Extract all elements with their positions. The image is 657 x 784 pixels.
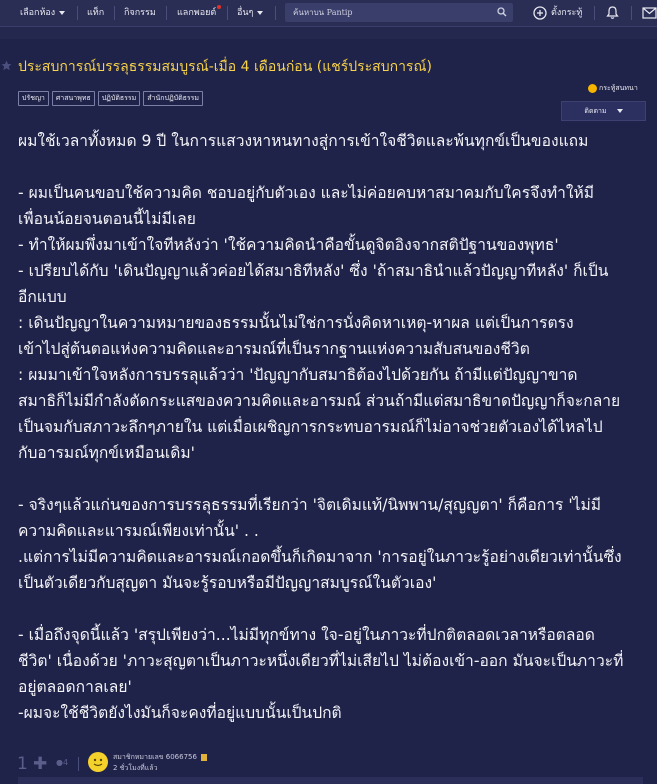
tag-buddhism[interactable]: ศาสนาพุทธ	[52, 91, 95, 106]
vote-count: 1	[17, 754, 28, 774]
body-line: กับอารมณ์ทุกข์เหมือนเดิม'	[18, 444, 195, 462]
follow-button[interactable]	[561, 101, 646, 121]
body-line: เป็นตัวเดียวกับสุญตา มันจะรู้รอบหรือมีปัญญาสมบูรณ์ในตัวเอง'	[18, 574, 437, 592]
divider	[631, 6, 632, 20]
nav-redeem-points-label: แลกพอยต์	[177, 8, 217, 18]
blank-line	[18, 154, 643, 180]
star-icon[interactable]	[1, 60, 12, 71]
body-line: .แต่การไม่มีความคิดและอารมณ์เกอดขึ้นก็เกิดมาจาก 'การอยู่ในภาวะรู้อย่างเดียวเท่านั้นซึ่ง	[18, 548, 622, 566]
create-topic-label: ตั้งกระทู้	[551, 8, 583, 18]
nav-select-room-label: เลือกห้อง	[20, 8, 56, 18]
bell-icon[interactable]	[606, 6, 619, 20]
divider	[77, 6, 78, 20]
plus-vote-button[interactable]: ✚	[33, 754, 48, 774]
body-line: : ผมมาเข้าใจหลังการบรรลุแล้วว่า 'ปัญญากับสมาธิต้องไปด้วยกัน ถ้ามีแต่ปัญญาขาด	[18, 366, 578, 384]
divider	[275, 6, 276, 20]
emotion-count-value: 4	[62, 758, 69, 767]
divider	[594, 6, 595, 20]
member-badge-icon	[201, 754, 207, 761]
top-nav-bar	[0, 0, 657, 27]
body-line: ชีวิต' เนื่องด้วย 'ภาวะสุญตาเป็นภาวะหนึ่งเดียวที่ไม่เสียไป ไม่ต้องเข้า-ออก มันจะเป็นภาวะที่	[18, 652, 624, 670]
nav-tags[interactable]	[87, 0, 104, 26]
emotion-count[interactable]: ●4	[56, 758, 69, 767]
body-line: : เดินปัญญาในความหมายของธรรมนั้นไม่ใช่การนั่งคิดหาเหตุ-หาผล แต่เป็นการตรง	[18, 314, 574, 332]
tag-dharma-practice[interactable]: ปฏิบัติธรรม	[98, 91, 141, 106]
body-line: -ผมจะใช้ชีวิตยังไงมันก็จะคงที่อยู่แบบนั้นเป็นปกติ	[18, 704, 342, 722]
divider	[166, 6, 167, 20]
blank-line	[18, 466, 643, 492]
body-line: อยู่ตลอดกาลเลย'	[18, 678, 132, 696]
username-text: สมาชิกหมายเลข 6066756	[113, 753, 197, 761]
notification-dot	[217, 5, 221, 9]
tag-list	[18, 85, 206, 100]
nav-redeem-points[interactable]	[177, 0, 216, 26]
body-line: ความคิดและแารมณ์เพียงเท่านั้น' . .	[18, 522, 259, 540]
body-line: - ผมเป็นคนขอบใช้ความคิด ชอบอยู่กับตัวเอง และไม่ค่อยคบหาสมาคมกับใครจึงทำให้มี	[18, 184, 595, 202]
topic-body	[18, 128, 643, 726]
nav-more-label: อื่นๆ	[237, 8, 254, 18]
search-input[interactable]	[293, 3, 493, 22]
create-topic-button[interactable]	[533, 0, 582, 26]
body-line: สมาธิก็ไม่มีกำลังตัดกระแสของความคิดและอารมณ์ ส่วนถ้ามีแต่สมาธิขาดปัญญาก็จะกลาย	[18, 392, 621, 410]
mail-icon[interactable]	[642, 7, 657, 19]
caret-down-icon	[617, 109, 623, 113]
username-link[interactable]	[113, 752, 207, 763]
body-line: อีกแบบ	[18, 288, 67, 306]
tag-philosophy[interactable]: ปรัชญา	[18, 91, 49, 106]
search-box	[285, 3, 513, 22]
plus-circle-icon	[533, 6, 547, 20]
nav-select-room[interactable]	[20, 0, 65, 26]
body-line: เพื่อนน้อยจนตอนนี้ไม่มีเลย	[18, 210, 196, 228]
follow-button-label: ติดตาม	[584, 107, 607, 115]
chevron-down-icon	[59, 11, 65, 15]
divider	[78, 757, 79, 771]
avatar[interactable]	[88, 752, 108, 772]
topic-title: ประสบการณ์บรรลุธรรมสมบูรณ์-เมื่อ 4 เดือนก่อน (แชร์ประสบการณ์)	[18, 59, 432, 75]
header-stripe	[0, 27, 657, 39]
body-line: เข้าไปสู่ต้นตอแห่งความคิดและอารมณ์ที่เป็นรากฐานแห่งความสับสนของชีวิต	[18, 340, 530, 358]
tag-dharma-center[interactable]: สำนักปฏิบัติธรรม	[143, 91, 203, 106]
nav-activities[interactable]	[124, 0, 156, 26]
nav-more[interactable]	[237, 0, 263, 26]
search-icon[interactable]	[497, 7, 507, 17]
blank-line	[18, 596, 643, 622]
nav-tags-label: แท็ก	[87, 8, 105, 18]
chevron-down-icon	[257, 11, 263, 15]
next-comment-strip	[18, 777, 643, 784]
body-line: ผมใช้เวลาทั้งหมด 9 ปี ในการแสวงหาหนทางสู่การเข้าใจชีวิตและพ้นทุกข์เป็นของแถม	[18, 132, 589, 150]
body-line: เป็นจมกับสภาวะลึกๆภายใน แต่เมื่อเผชิญการกระทบอารมณ์ก็ไม่อาจช่วยตัวเองได้ไหลไป	[18, 418, 603, 436]
body-line: - ทำให้ผมพึ่งมาเข้าใจทีหลังว่า 'ใช้ความคิดนำคือขั้นดูจิตอิงจากสติปัฐานของพุทธ'	[18, 236, 559, 254]
body-line: - จริงๆแล้วแก่นของการบรรลุธรรมที่เรียกว่า 'จิตเดิมแท้/นิพพาน/สุญญตา' ก็คือการ 'ไม่มี	[18, 496, 602, 514]
topic-type-text: กระทู้สนทนา	[599, 84, 638, 92]
body-line: - เมื่อถึงจุดนี้แล้ว 'สรุปเพียงว่า...ไม่มีทุกข์ทาง ใจ-อยู่ในภาวะที่ปกติตลอดเวลาหรือตลอด	[18, 626, 595, 644]
smiley-avatar-icon	[88, 752, 108, 772]
divider	[114, 6, 115, 20]
nav-activities-label: กิจกรรม	[124, 8, 156, 18]
divider	[227, 6, 228, 20]
topic-type-label	[588, 83, 638, 94]
emoji-icon	[588, 84, 597, 93]
post-time: 2 ชั่วโมงที่แล้ว	[113, 764, 158, 772]
body-line: - เปรียบได้กับ 'เดินปัญญาแล้วค่อยได้สมาธิทีหลัง' ซึ่ง 'ถ้าสมาธินำแล้วปัญญาทีหลัง' ก็เป็น	[18, 262, 609, 280]
